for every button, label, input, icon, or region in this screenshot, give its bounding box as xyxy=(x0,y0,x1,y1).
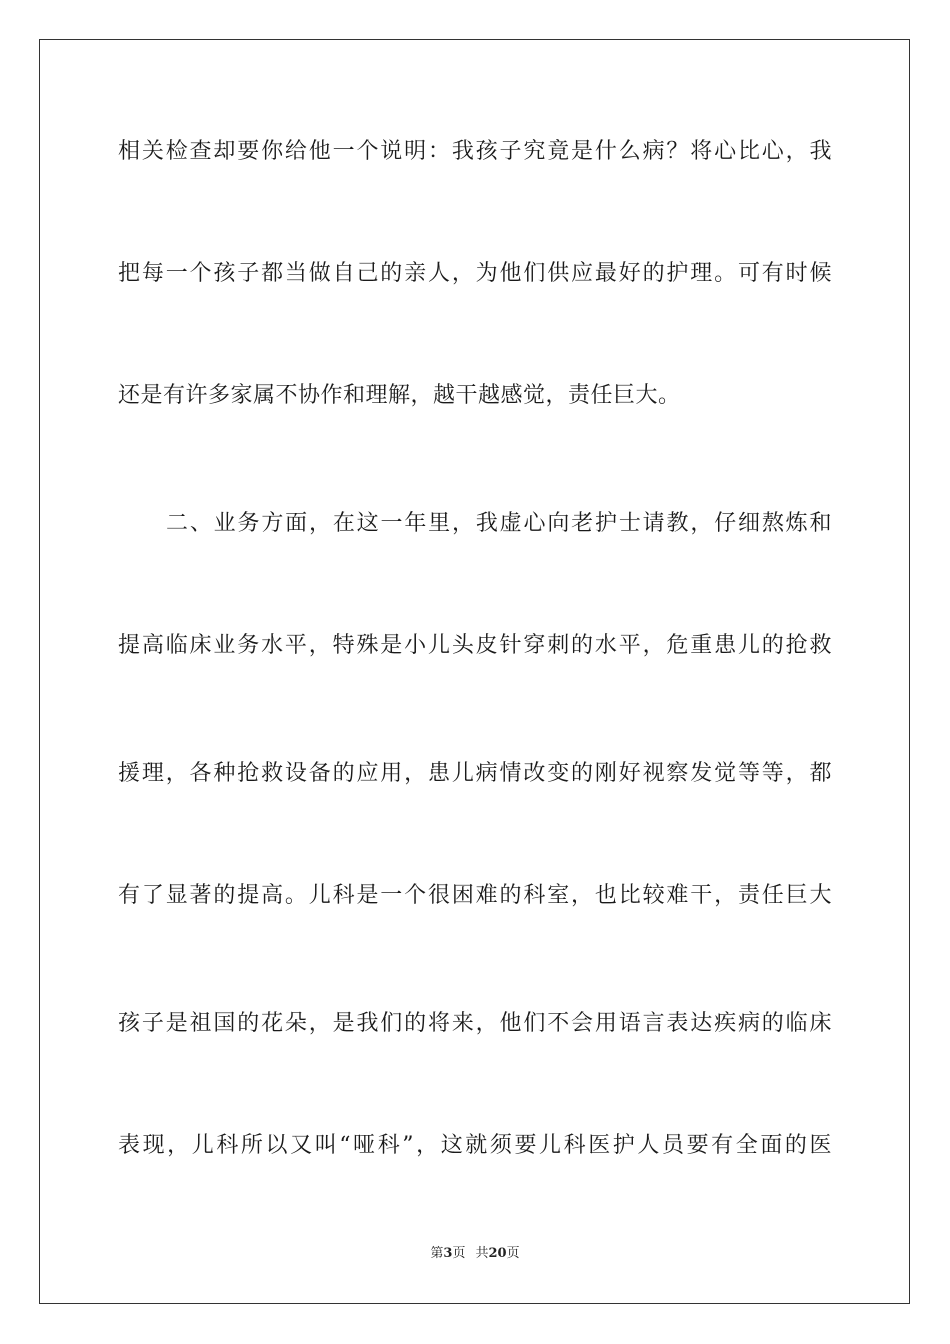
footer-page-prefix: 第 xyxy=(430,1246,444,1261)
paragraph-2-line-4: 有了显著的提高。儿科是一个很困难的科室，也比较难干，责任巨大 xyxy=(118,883,832,908)
paragraph-1-line-3: 还是有许多家属不协作和理解，越干越感觉，责任巨大。 xyxy=(118,383,681,408)
footer-total-suffix: 页 xyxy=(506,1246,520,1261)
paragraph-2-line-3: 援理，各种抢救设备的应用，患儿病情改变的刚好视察发觉等等，都 xyxy=(118,761,832,786)
page-footer xyxy=(0,1245,950,1263)
paragraph-2-line-1: 二、业务方面，在这一年里，我虚心向老护士请教，仔细熬炼和 xyxy=(166,511,832,536)
paragraph-2-line-2: 提高临床业务水平，特殊是小儿头皮针穿刺的水平，危重患儿的抢救 xyxy=(118,633,832,658)
paragraph-1-line-2: 把每一个孩子都当做自己的亲人，为他们供应最好的护理。可有时候 xyxy=(118,261,832,286)
footer-total-pages: 20 xyxy=(488,1246,507,1261)
page-border xyxy=(39,39,910,1304)
paragraph-2-line-5: 孩子是祖国的花朵，是我们的将来，他们不会用语言表达疾病的临床 xyxy=(118,1011,832,1036)
paragraph-2-line-6: 表现，儿科所以又叫“哑科”，这就须要儿科医护人员要有全面的医 xyxy=(118,1133,832,1158)
paragraph-1-line-1: 相关检查却要你给他一个说明：我孩子究竟是什么病？将心比心，我 xyxy=(118,139,832,164)
footer-page-number: 3 xyxy=(443,1246,453,1261)
footer-total-prefix: 共 xyxy=(475,1246,489,1261)
footer-page-suffix: 页 xyxy=(452,1246,466,1261)
